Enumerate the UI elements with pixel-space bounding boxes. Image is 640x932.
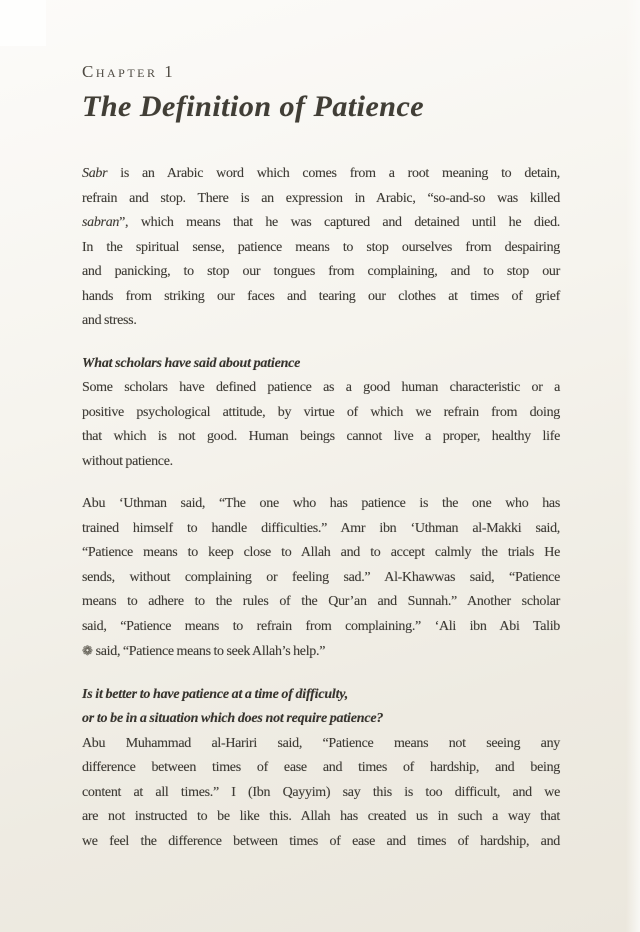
text-line bbox=[82, 805, 560, 830]
text-segment: content at all times.” I (Ibn Qayyim) say this is too difficult, and we bbox=[82, 784, 560, 800]
text-line bbox=[82, 285, 560, 310]
text-line bbox=[82, 683, 560, 708]
text-segment: said, “Patience means to seek Allah’s help.” bbox=[92, 644, 326, 659]
text-line bbox=[82, 309, 560, 334]
honorific-seal-icon: ❁ bbox=[82, 643, 93, 658]
text-segment: and panicking, to stop our tongues from complaining, and to stop our bbox=[82, 264, 560, 279]
text-segment: or to be in a situation which does not require patience? bbox=[82, 711, 384, 726]
paragraph bbox=[82, 376, 560, 474]
scan-artifact-corner bbox=[0, 0, 46, 46]
text-line bbox=[82, 517, 560, 542]
text-segment: trained himself to handle difficulties.” Amr ibn ‘Uthman al-Makki said, bbox=[82, 520, 560, 536]
text-segment: ”, which means that he was captured and detained until he died. bbox=[119, 215, 560, 230]
text-segment: Sabr bbox=[82, 166, 108, 181]
page-title: The Definition of Patience bbox=[82, 90, 425, 123]
text-segment: sabran bbox=[82, 215, 120, 230]
text-segment: Abu ‘Uthman said, “The one who has patience is the one who has bbox=[82, 496, 560, 511]
text-line bbox=[82, 639, 560, 665]
text-line bbox=[82, 211, 560, 236]
text-line bbox=[82, 352, 560, 377]
text-segment: In the spiritual sense, patience means to stop ourselves from despairing bbox=[82, 239, 560, 255]
section-heading bbox=[82, 352, 560, 377]
text-line bbox=[82, 756, 560, 781]
text-segment: means to adhere to the rules of the Qur’an and Sunnah.” Another scholar bbox=[82, 594, 560, 609]
text-line bbox=[82, 376, 560, 401]
text-segment: hands from striking our faces and tearing our clothes at times of grief bbox=[82, 288, 560, 304]
text-segment: said, “Patience means to refrain from complaining.” ‘Ali ibn Abi Talib bbox=[82, 618, 560, 634]
section-heading bbox=[82, 683, 560, 732]
text-segment: refrain and stop. There is an expression in Arabic, “so-and-so was killed bbox=[82, 190, 560, 206]
text-segment: are not instructed to be like this. Allah has created us in such a way that bbox=[82, 809, 560, 824]
paragraph bbox=[82, 492, 560, 665]
text-segment: sends, without complaining or feeling sad.” Al-Khawwas said, “Patience bbox=[82, 569, 560, 585]
page-content bbox=[82, 62, 560, 854]
chapter-header bbox=[82, 62, 560, 124]
text-segment: positive psychological attitude, by virtue of which we refrain from doing bbox=[82, 404, 560, 420]
text-line bbox=[82, 492, 560, 517]
scan-artifact-edge bbox=[626, 0, 640, 932]
page-body bbox=[82, 162, 560, 854]
text-segment: Some scholars have defined patience as a good human characteristic or a bbox=[82, 380, 560, 395]
text-line bbox=[82, 401, 560, 426]
text-line bbox=[82, 236, 560, 261]
text-line bbox=[82, 450, 560, 475]
text-segment: Abu Muhammad al-Hariri said, “Patience means not seeing any bbox=[82, 735, 560, 751]
text-line bbox=[82, 425, 560, 450]
text-segment: we feel the difference between times of ease and times of hardship, and bbox=[82, 833, 560, 849]
text-line bbox=[82, 590, 560, 615]
text-segment: Is it better to have patience at a time of difficulty, bbox=[82, 686, 349, 702]
text-segment: difference between times of ease and times of hardship, and being bbox=[82, 760, 560, 775]
text-line bbox=[82, 615, 560, 640]
text-line bbox=[82, 830, 560, 855]
text-segment: that which is not good. Human beings cannot live a proper, healthy life bbox=[82, 429, 560, 444]
chapter-label: Chapter 1 bbox=[82, 62, 176, 81]
text-line bbox=[82, 260, 560, 285]
text-segment: without patience. bbox=[82, 453, 173, 469]
paragraph bbox=[82, 162, 560, 334]
text-line bbox=[82, 781, 560, 806]
text-line bbox=[82, 566, 560, 591]
text-segment: is an Arabic word which comes from a root meaning to detain, bbox=[107, 166, 560, 181]
text-segment: What scholars have said about patience bbox=[82, 355, 301, 371]
text-line bbox=[82, 187, 560, 212]
text-line bbox=[82, 541, 560, 566]
text-line bbox=[82, 162, 560, 187]
paragraph bbox=[82, 732, 560, 855]
text-segment: “Patience means to keep close to Allah and to accept calmly the trials He bbox=[82, 545, 560, 560]
text-segment: and stress. bbox=[82, 313, 137, 328]
text-line bbox=[82, 707, 560, 732]
text-line bbox=[82, 732, 560, 757]
